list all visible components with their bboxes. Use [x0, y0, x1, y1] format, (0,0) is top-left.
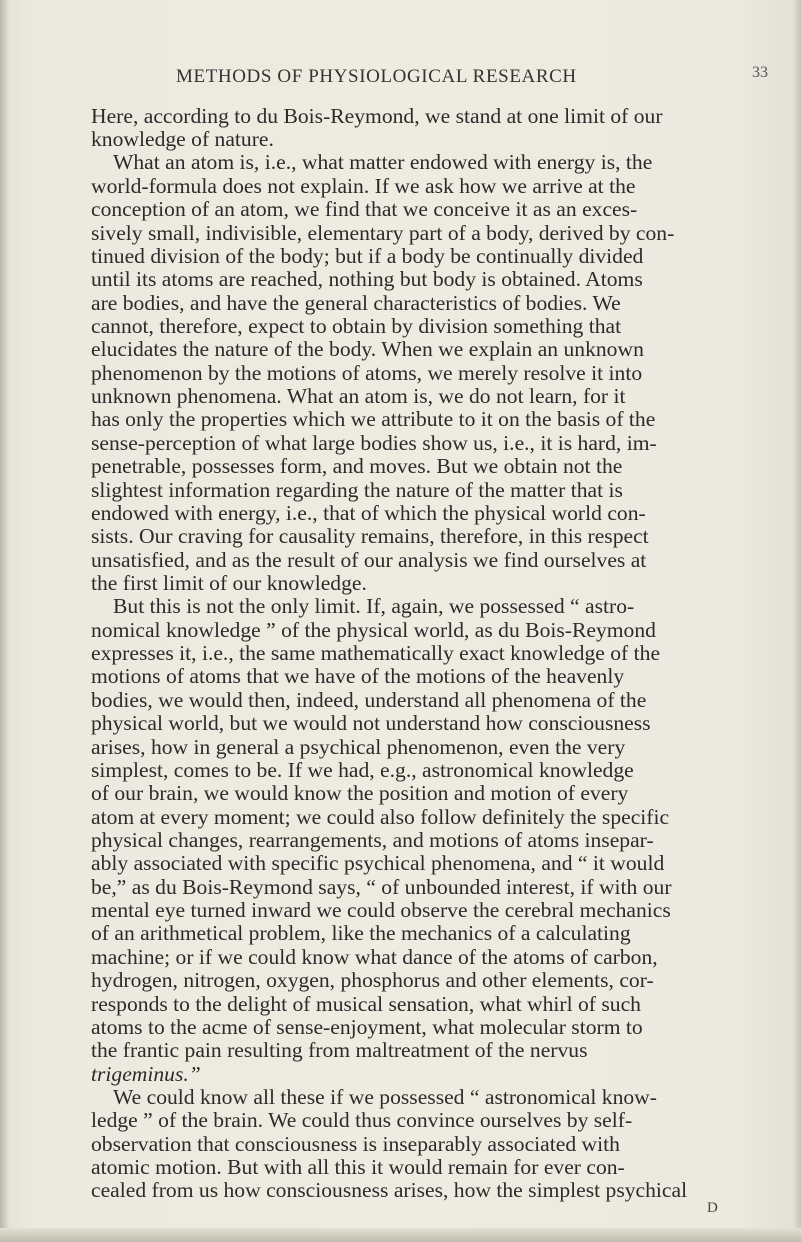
text-line: sively small, indivisible, elementary part of a body, derived by con- — [91, 221, 675, 245]
running-head: METHODS OF PHYSIOLOGICAL RESEARCH — [176, 66, 577, 87]
text-line: until its atoms are reached, nothing but body is obtained. Atoms — [91, 267, 643, 291]
text-line: expresses it, i.e., the same mathematically exact knowledge of the — [91, 641, 661, 665]
text-line: atoms to the acme of sense-enjoyment, what molecular storm to — [91, 1015, 643, 1039]
text-line: cannot, therefore, expect to obtain by division something that — [91, 314, 622, 338]
text-line: of our brain, we would know the position and motion of every — [91, 781, 629, 805]
text-line: trigeminus.” — [91, 1062, 201, 1086]
text-line: arises, how in general a psychical phenomenon, even the very — [91, 735, 626, 759]
page-bottom-edge — [0, 1228, 801, 1242]
text-line: the frantic pain resulting from maltreatment of the nervus — [91, 1038, 588, 1062]
text-line: sense-perception of what large bodies show us, i.e., it is hard, im- — [91, 431, 657, 455]
text-line: has only the properties which we attribute to it on the basis of the — [91, 407, 656, 431]
text-line: of an arithmetical problem, like the mechanics of a calculating — [91, 921, 631, 945]
text-line: hydrogen, nitrogen, oxygen, phosphorus and other elements, cor- — [91, 968, 654, 992]
text-line: world-formula does not explain. If we ask how we arrive at the — [91, 174, 636, 198]
text-line: elucidates the nature of the body. When we explain an unknown — [91, 337, 644, 361]
text-line: atom at every moment; we could also follow definitely the specific — [91, 805, 670, 829]
text-line: machine; or if we could know what dance of the atoms of carbon, — [91, 945, 658, 969]
text-line: simplest, comes to be. If we had, e.g., astronomical knowledge — [91, 758, 634, 782]
text-line: sists. Our craving for causality remains, therefore, in this respect — [91, 524, 649, 548]
text-line: We could know all these if we possessed “ astronomical know- — [113, 1085, 657, 1109]
text-line: conception of an atom, we find that we conceive it as an exces- — [91, 197, 638, 221]
page-number: 33 — [752, 64, 768, 81]
text-line: are bodies, and have the general characteristics of bodies. We — [91, 291, 621, 315]
text-line: nomical knowledge ” of the physical world, as du Bois-Reymond — [91, 618, 656, 642]
text-line: mental eye turned inward we could observe the cerebral mechanics — [91, 898, 671, 922]
text-line: bodies, we would then, indeed, understand all phenomena of the — [91, 688, 647, 712]
text-line: the first limit of our knowledge. — [91, 571, 367, 595]
text-line: What an atom is, i.e., what matter endowed with energy is, the — [113, 150, 653, 174]
text-line: ably associated with specific psychical phenomena, and “ it would — [91, 851, 665, 875]
text-line: unsatisfied, and as the result of our analysis we find ourselves at — [91, 548, 647, 572]
text-line: endowed with energy, i.e., that of which the physical world con- — [91, 501, 646, 525]
text-line: responds to the delight of musical sensation, what whirl of such — [91, 992, 641, 1016]
text-line: tinued division of the body; but if a body be continually divided — [91, 244, 644, 268]
text-line: physical changes, rearrangements, and motions of atoms insepar- — [91, 828, 654, 852]
text-line: be,” as du Bois-Reymond says, “ of unbounded interest, if with our — [91, 875, 672, 899]
signature-mark: D — [707, 1200, 718, 1216]
text-line: motions of atoms that we have of the motions of the heavenly — [91, 664, 625, 688]
text-line: knowledge of nature. — [91, 127, 274, 151]
text-line: atomic motion. But with all this it would remain for ever con- — [91, 1155, 625, 1179]
page-right-edge — [793, 0, 801, 1242]
text-line: cealed from us how consciousness arises, how the simplest psychical — [91, 1178, 688, 1202]
text-line: slightest information regarding the nature of the matter that is — [91, 478, 623, 502]
text-line: Here, according to du Bois-Reymond, we stand at one limit of our — [91, 104, 663, 128]
page-left-edge — [0, 0, 9, 1242]
text-line: unknown phenomena. What an atom is, we do not learn, for it — [91, 384, 626, 408]
text-line: But this is not the only limit. If, again, we possessed “ astro- — [113, 594, 635, 618]
text-line: physical world, but we would not understand how consciousness — [91, 711, 651, 735]
text-line: observation that consciousness is inseparably associated with — [91, 1132, 620, 1156]
text-line: phenomenon by the motions of atoms, we merely resolve it into — [91, 361, 643, 385]
text-line: penetrable, possesses form, and moves. But we obtain not the — [91, 454, 623, 478]
text-line: ledge ” of the brain. We could thus convince ourselves by self- — [91, 1108, 633, 1132]
